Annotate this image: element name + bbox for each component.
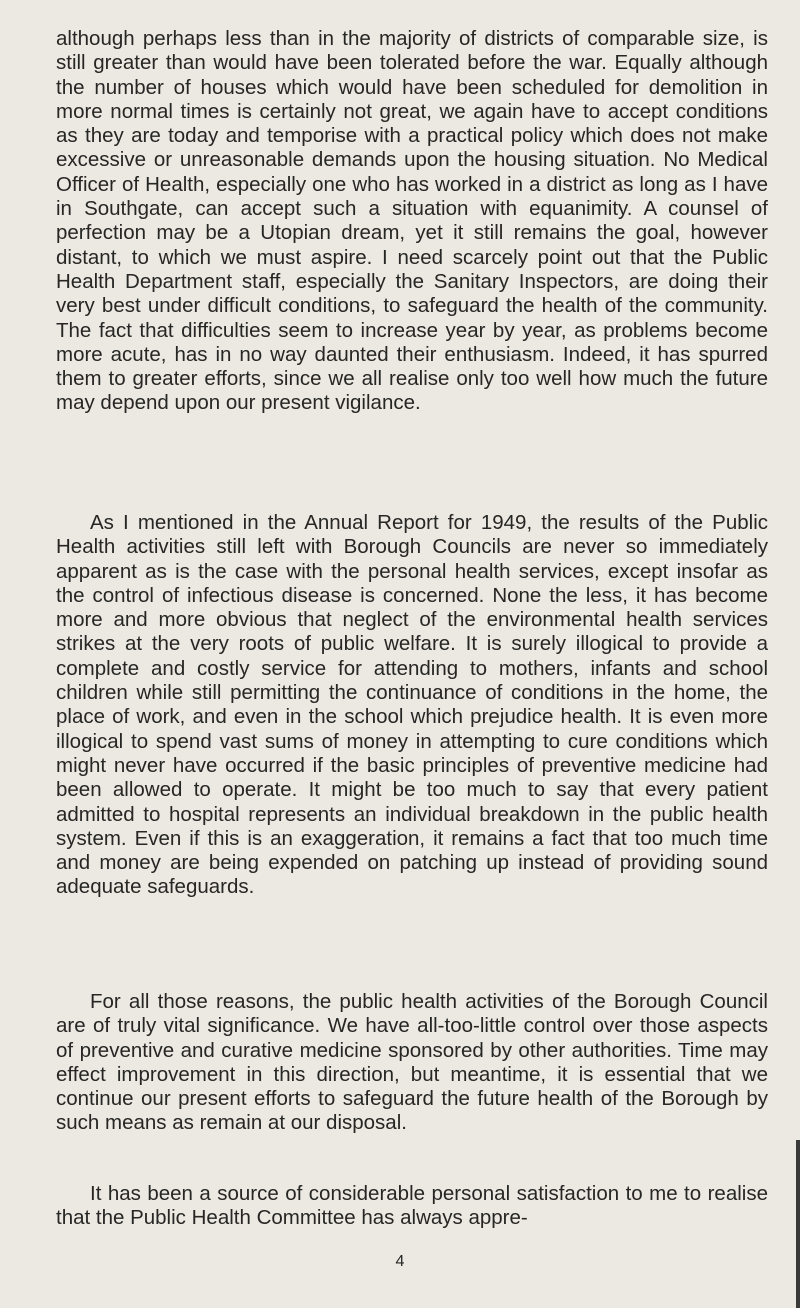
page-edge-shadow [796,1140,800,1308]
paragraph-annual-report: As I mentioned in the Annual Report for 1949, the results of the Public Health activities still left with Borough Councils are never so immediately apparent as is the case with the personal health services, except insofar as the control of infectious disease is concerned. None the less, it has become more and more obvious that neglect of the environmental health services strikes at the very roots of public welfare. It is surely illogical to provide a complete and costly service for attending to mothers, infants and school children while still permitting the continuance of conditions in the home, the place of work, and even in the school which prejudice health. It is even more illogical to spend vast sums of money in attempting to cure conditions which might never have occurred if the basic principles of preventive medicine had been allowed to operate. It might be too much to say that every patient admitted to hospital represents an individual breakdown in the public health system. Even if this is an exaggeration, it remains a fact that too much time and money are being expended on patching up instead of providing sound adequate safeguards. [56,511,768,899]
paragraph-continuation: although perhaps less than in the majority of districts of comparable size, is still greater than would have been tolerated before the war. Equally although the number of houses which would have been scheduled for demolition in more normal times is certainly not great, we again have to accept conditions as they are today and temporise with a practical policy which does not make excessive or unreasonable demands upon the housing situation. No Medical Officer of Health, especially one who has worked in a district as long as I have in Southgate, can accept such a situation with equanimity. A counsel of perfection may be a Utopian dream, yet it still remains the goal, however distant, to which we must aspire. I need scarcely point out that the Public Health Department staff, especially the Sanitary Inspectors, are doing their very best under difficult conditions, to safeguard the health of the community. The fact that difficulties seem to increase year by year, as problems become more acute, has in no way daunted their enthusiasm. Indeed, it has spurred them to greater efforts, since we all realise only too well how much the future may depend upon our present vigilance. [56,27,768,415]
paragraph-borough-council: For all those reasons, the public health activities of the Borough Council are of truly vital significance. We have all-too-little control over those aspects of preventive and curative medicine sponsored by other authorities. Time may effect improvement in this direction, but meantime, it is essential that we continue our present efforts to safeguard the future health of the Borough by such means as remain at our disposal. [56,990,768,1135]
paragraph-committee: It has been a source of considerable personal satisfaction to me to realise that the Public Health Committee has always appre- [56,1182,768,1230]
page-number: 4 [395,1253,405,1270]
